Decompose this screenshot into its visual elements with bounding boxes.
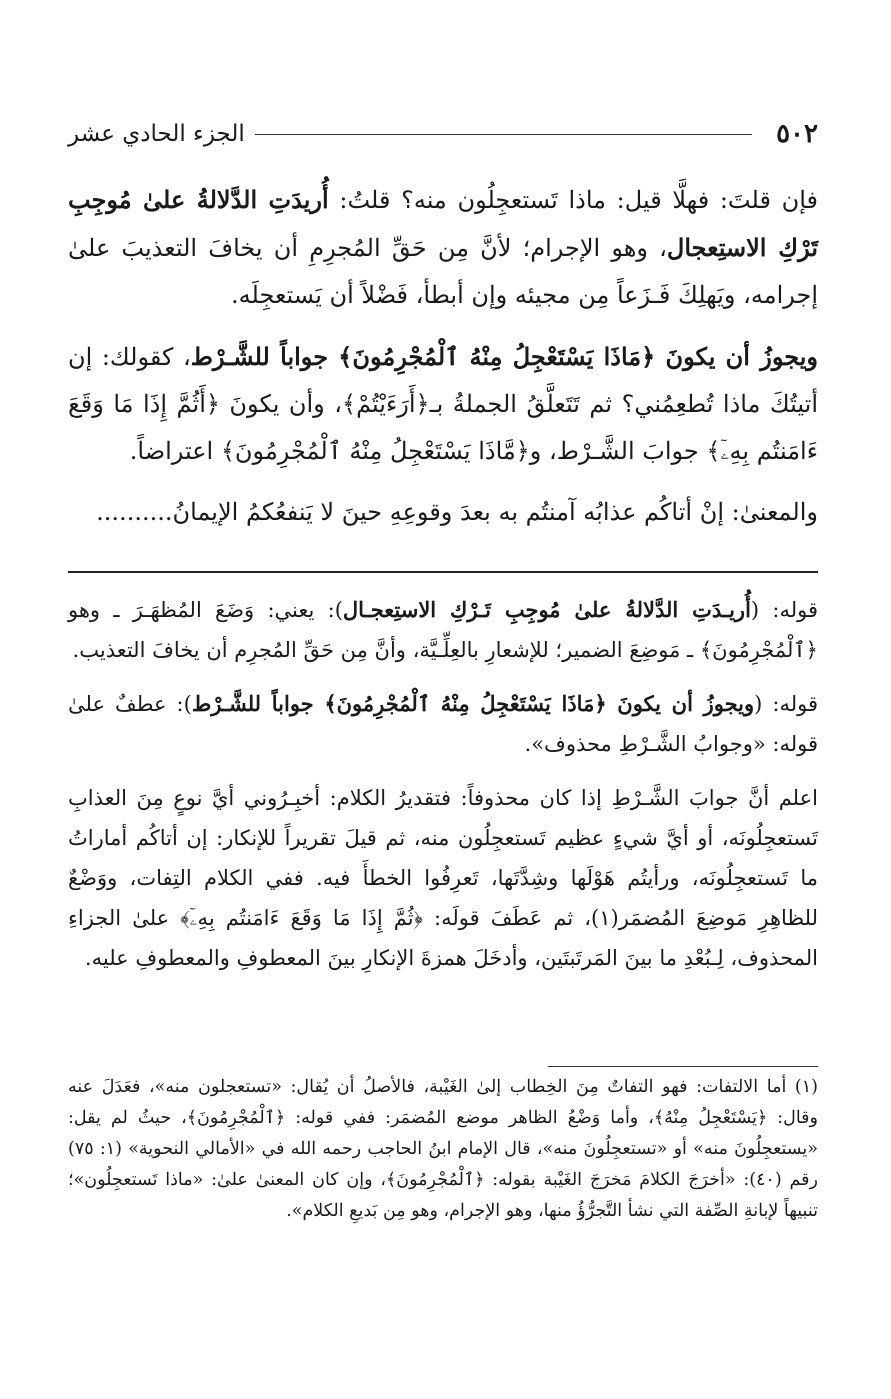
text-segment: ): عطفٌ علىٰ قوله: «وجوابُ الشَّـرْطِ محذوف». <box>68 692 818 756</box>
main-paragraph-1 <box>68 176 818 319</box>
bold-phrase: ويجوزُ أن يكونَ ﴿مَاذَا يَسْتَعْجِلُ مِنْهُ ٱلْمُجْرِمُونَ﴾ جواباً للشَّـرْط <box>190 342 819 371</box>
commentary-paragraph-1 <box>68 590 818 670</box>
text-segment: قوله: ( <box>750 598 819 622</box>
page-number: ٥٠٢ <box>776 119 818 149</box>
section-divider <box>68 571 818 573</box>
commentary-paragraph-2 <box>68 684 818 764</box>
bold-phrase: ويجوزُ أن يكونَ ﴿مَاذَا يَسْتَعْجِلُ مِنْهُ ٱلْمُجْرِمُونَ﴾ جواباً للشَّـرْط <box>191 691 755 716</box>
text-segment: فإن قلتَ: فهلَّا قيل: ماذا تَستعجِلُون منه؟ قلتُ: <box>328 186 818 214</box>
main-paragraph-2 <box>68 333 818 475</box>
footnotes <box>68 1072 818 1227</box>
bold-phrase: أُريدَتِ الدَّلالةُ علىٰ مُوجِبِ تَرْكِ الاستِعجال <box>68 185 819 262</box>
text-segment: ): يعني: وَضَعَ المُظهَـرَ ـ وهو ﴿ٱلْمُجْرِمُونَ﴾ ـ مَوضِعَ الضمير؛ للإشعارِ بالعِلِّـيَّة، وأنَّ مِن حَقِّ المُجرِم أن يخافَ التعذيب. <box>68 598 818 662</box>
bold-phrase: أُريـدَتِ الدَّلالةُ علىٰ مُوجِبِ تَـرْكِ الاستِعجـال <box>342 597 751 622</box>
running-title: الجزء الحادي عشر <box>68 121 245 147</box>
main-text <box>68 176 818 550</box>
text-segment: ، وهو الإجرام؛ لأنَّ مِن حَقِّ المُجرِمِ أن يخافَ التعذيبَ علىٰ إجرامه، ويَهلِكَ فَـزَعاً مِن مجيئه وإن أبطأ، فَضْلاً أن يَستعجِلَه. <box>68 234 818 309</box>
main-paragraph-3 <box>68 489 818 536</box>
footnote-1: (١) أما الالتفات: فهو التفاتٌ مِنَ الخِطاب إلىٰ الغَيْبة، فالأصلُ أن يُقال: «تستعجلون منه»، فعَدَلَ عنه وقال: ﴿يَسْتَعْجِلُ مِنْهُ﴾، وأما وَضْعُ الظاهر موضع المُضمَر: ففي قوله: ﴿ٱلْمُجْرِمُونَ﴾، حيثُ لم يقل: «يستعجِلُونَ منه» أو «تستعجِلُونَ منه»، قال الإمام ابنُ الحاجب رحمه الله في «الأمالي النحوية» (١: ٧٥) رقم (٤٠): «أخرَجَ الكلامَ مَخرَجَ الغَيْبة بقوله: ﴿ٱلْمُجْرِمُونَ﴾، وإن كان المعنىٰ علىٰ: «ماذا تَستعجِلُون»؛ تنبيهاً لإبانةِ الصِّفة التي نشأ التَّجرُّؤُ منها، وهو الإجرام، وهو مِن بَديعِ الكلام». <box>68 1077 818 1221</box>
commentary-paragraph-3 <box>68 778 818 978</box>
page-header <box>68 114 818 154</box>
footnote-rule <box>548 1066 818 1067</box>
header-rule <box>255 134 752 135</box>
text-segment: ، كقولك: إن أتيتُكَ ماذا تُطعِمُني؟ ثم تَتَعلَّقُ الجملةُ بـ﴿أَرَءَيْتُمْ﴾، وأن يكونَ ﴿أَثُمَّ إِذَا مَا وَقَعَ ءَامَنتُم بِهِۦٓ﴾ جوابَ الشَّـرْط، و﴿مَّاذَا يَسْتَعْجِلُ مِنْهُ ٱلْمُجْرِمُونَ﴾ اعتراضاً. <box>68 343 818 465</box>
text-segment: والمعنىٰ: إنْ أتاكُم عذابُه آمنتُم به بعدَ وقوعِهِ حينَ لا يَنفعُكمُ الإيمانُ.......... <box>96 498 818 526</box>
text-segment: اعلم أنَّ جوابَ الشَّـرْطِ إذا كان محذوفاً: فتقديرُ الكلام: أخبِـرُوني أيَّ نوعٍ مِنَ العذابِ تَستعجِلُونَه، أو أيَّ شيءٍ عظيم تَستعجِلُون منه، ثم قيلَ تقريراً للإنكار: إن أتاكُم أماراتُ ما تَستعجِلُونَه، ورأيتُم هَوْلَها وشِدَّتَها، تَعرِفُوا الخطأَ فيه. ففي الكلام التِفات، ووَضْعٌ للظاهِرِ مَوضِعَ المُضمَر(١)، ثم عَطَفَ قولَه: ﴿ثُمَّ إِذَا مَا وَقَعَ ءَامَنتُم بِهِۦٓ﴾ علىٰ الجزاءِ المحذوف، لِـبُعْدِ ما بينَ المَرتَبتَين، وأدخَلَ همزةَ الإنكارِ بينَ المعطوفِ والمعطوفِ عليه. <box>68 786 819 970</box>
text-segment: قوله: ( <box>754 692 818 716</box>
commentary <box>68 590 818 992</box>
